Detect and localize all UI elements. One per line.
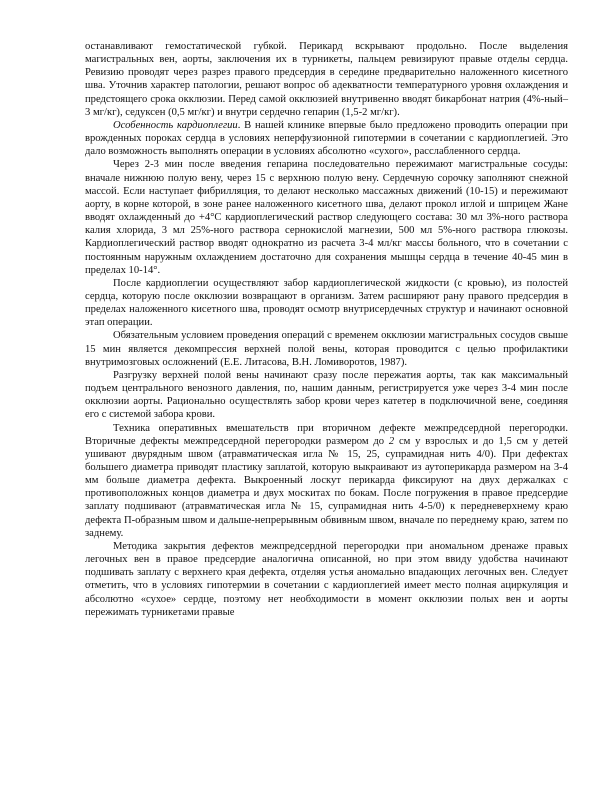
paragraph-text: . В нашей клинике впервые было предложено проводить операции при врожденных пороках сердца в условиях неперфузионной гипотермии в сочетании с кардиоплегией. Это дало возможность выполнять операции в условиях абсолютно «сухого», расслабленного сердца. xyxy=(85,119,568,158)
paragraph-gemostatic xyxy=(85,40,568,119)
paragraph-decompression xyxy=(85,329,568,368)
paragraph-text: см у взрослых и до 1,5 см у детей ушивают двурядным швом (атравматическая игла № 15, 25, супрамидная нить 4/0). При дефектах большего диаметра приводят пластику заплатой, которую выкраивают из аутоперикарда размером на 3-4 мм больше диаметра дефекта. Выкроенный лоскут перикарда фиксируют на двух держалках с противоположных концов диаметра и двух москитах по бокам. После погружения в правое предсердие заплату подшивают (атравматическая игла № 15, супрамидная нить 4-5/0) к передневерхнему краю дефекта П-образным швом и дальше-непрерывным обвивным швом, вначале по переднему краю, затем по заднему. xyxy=(85,435,568,539)
paragraph-surgical-technique xyxy=(85,422,568,540)
paragraph-after-cardioplegia xyxy=(85,277,568,330)
paragraph-text: Обязательным условием проведения операций с временем окклюзии магистральных сосудов свыше 15 мин является декомпрессия верхней полой вены, которая проводится с целью профилактики внутримозговых осложнений (Е.Е. Литасова, В.Н. Ломиворотов, 1987). xyxy=(85,330,568,368)
paragraph-text: Через 2-3 мин после введения гепарина последовательно пережимают магистральные сосуды: вначале нижнюю полую вену, через 15 с верхнюю полую вену. Сердечную сорочку заполняют снежной массой. Если наступает фибрилляция, то делают несколько массажных движений (10-15) и пережимают аорту, в корне которой, в зоне ранее наложенного кисетного шва, делают прокол иглой и шприцем Жане вводят охлажденный до +4°С кардиоплегический раствор следующего состава: 30 мл 3%-ного раствора калия хлорида, 3 мл 25%-ного раствора сернокислой магнезии, 500 мл 5%-ного раствора глюкозы. Кардиоплегический раствор вводят однократно из расчета 3-4 мл/кг массы больного, что в сочетании с постоянным наружным охлаждением достаточно для сохранения мышцы сердца в течение 40-45 мин в пределах 10-14°. xyxy=(85,159,568,276)
paragraph-defect-closure-method xyxy=(85,540,568,619)
paragraph-cardioplegia-feature xyxy=(85,119,568,158)
paragraph-text: Методика закрытия дефектов межпредсердной перегородки при аномальном дренаже правых легочных вен в правое предсердие аналогична описанной, но при этом ввиду удобства начинают подшивать заплату с верхнего края дефекта, отделяя устья аномально впадающих легочных вен. Следует отметить, что в условиях гипотермии в сочетании с кардиоплегией имеет место полная ациркуляция и абсолютно «сухое» сердце, поэтому нет необходимости в момент окклюзии полых вен и аорты пережимать турникетами правые xyxy=(85,540,568,618)
paragraph-text: После кардиоплегии осуществляют забор кардиоплегической жидкости (с кровью), из полостей сердца, которую после окклюзии возвращают в организм. Затем расширяют рану правого предсердия в пределах наложенного кисетного шва, проводят осмотр внутрисердечных структур и начинают основной этап операции. xyxy=(85,277,568,329)
section-heading-italic: Особенность кардиоплегии xyxy=(113,119,238,131)
paragraph-text: Техника оперативных вмешательств при вторичном дефекте межпредсердной перегородки. Вторичные дефекты межпредсердной перегородки размером до xyxy=(85,422,568,447)
paragraph-text: останавливают гемостатической губкой. Перикард вскрывают продольно. После выделения магистральных вен, аорты, заключения их в турникеты, пальцем ревизируют правые отделы сердца. Ревизию проводят через разрез правого предсердия в середине предварительно наложенного кисетного шва. Уточнив характер патологии, решают вопрос об адекватности температурного уровня охлаждения и предстоящего срока окклюзии. Перед самой окклюзией внутривенно вводят бикарбонат натрия (4%-ный–3 мг/кг), седуксен (0,5 мг/кг) и внутри сердечно гепарин (1,5-2 мг/кг). xyxy=(85,41,568,118)
paragraph-heparin-clamping xyxy=(85,158,568,276)
italic-number: 2 xyxy=(388,435,395,447)
paragraph-vena-cava-unload xyxy=(85,369,568,422)
paragraph-text: Разгрузку верхней полой вены начинают сразу после пережатия аорты, так как максимальный подъем центрального венозного давления, по, нашим данным, регистрируется уже через 3-4 мин после окклюзии аорты. Рационально осуществлять забор крови через катетер в подключичной вене, соединяя его с системой забора крови. xyxy=(85,369,568,421)
document-page xyxy=(85,40,568,619)
